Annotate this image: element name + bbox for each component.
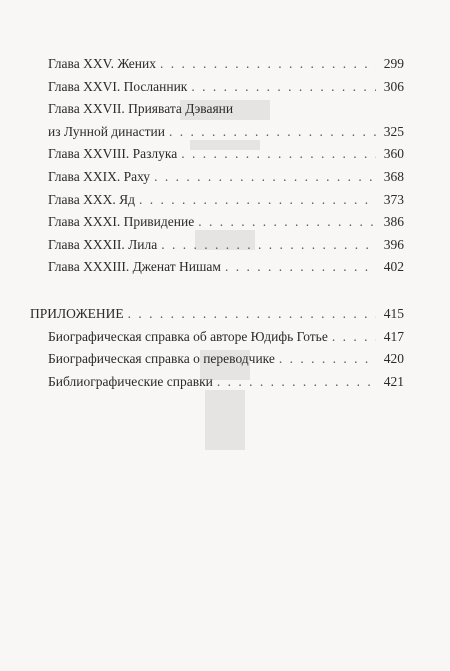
toc-page: 402 bbox=[383, 259, 404, 275]
toc-page: 299 bbox=[383, 56, 404, 71]
toc-page: 420 bbox=[383, 351, 404, 367]
toc-row-ch32 bbox=[30, 234, 404, 257]
toc-row-ch26 bbox=[30, 76, 404, 99]
toc-row-bibliography bbox=[30, 371, 404, 394]
toc-title: Глава XXVIII. Разлука bbox=[48, 146, 178, 162]
toc-title: Глава XXVI. Посланник bbox=[48, 78, 188, 94]
toc-row-appendix bbox=[30, 303, 404, 326]
toc-page: 360 bbox=[383, 146, 404, 162]
dot-leader bbox=[154, 166, 376, 189]
toc-title: Глава XXXII. Лила bbox=[48, 236, 158, 252]
toc-row-ch31 bbox=[30, 211, 404, 234]
toc-page: 421 bbox=[383, 373, 404, 389]
toc-title: Глава XXVII. Приявата Дэваяни bbox=[48, 101, 234, 117]
toc-page: 325 bbox=[383, 123, 404, 139]
dot-leader bbox=[160, 53, 376, 76]
dot-leader bbox=[161, 234, 376, 257]
toc-page: 368 bbox=[383, 168, 404, 184]
dot-leader bbox=[332, 326, 376, 349]
dot-leader bbox=[225, 256, 376, 279]
toc-row-ch28 bbox=[30, 143, 404, 166]
toc-title: Биографическая справка об авторе Юдифь Готье bbox=[48, 328, 328, 344]
toc-page: 306 bbox=[383, 78, 404, 94]
toc-page: 415 bbox=[383, 305, 404, 321]
toc-row-ch27-line1 bbox=[30, 98, 404, 121]
toc-row-ch30 bbox=[30, 189, 404, 212]
toc-page: 396 bbox=[383, 236, 404, 252]
dot-leader bbox=[181, 143, 376, 166]
toc-page: 417 bbox=[383, 328, 404, 344]
toc-title: Глава XXV. Жених bbox=[48, 56, 156, 71]
toc-title: из Лунной династии bbox=[48, 123, 165, 139]
toc-row-bio-author bbox=[30, 326, 404, 349]
toc-page: 373 bbox=[383, 191, 404, 207]
toc-title: Глава XXIX. Раху bbox=[48, 168, 151, 184]
dot-leader bbox=[198, 211, 376, 234]
table-of-contents bbox=[30, 53, 404, 393]
toc-title: Глава XXX. Яд bbox=[48, 191, 135, 207]
dot-leader bbox=[191, 76, 376, 99]
toc-title: Библиографические справки bbox=[48, 373, 213, 389]
toc-page: 386 bbox=[383, 214, 404, 230]
toc-row-ch27-line2 bbox=[30, 121, 404, 144]
toc-row-bio-translator bbox=[30, 348, 404, 371]
dot-leader bbox=[169, 121, 376, 144]
dot-leader bbox=[279, 348, 376, 371]
toc-title: Глава XXXIII. Дженат Нишам bbox=[48, 259, 221, 275]
toc-row-ch33 bbox=[30, 256, 404, 279]
dot-leader bbox=[139, 189, 376, 212]
toc-row-ch29 bbox=[30, 166, 404, 189]
toc-title: Биографическая справка о переводчике bbox=[48, 351, 275, 367]
dot-leader bbox=[128, 303, 376, 326]
toc-row-ch25 bbox=[30, 53, 404, 76]
dot-leader bbox=[217, 371, 376, 394]
toc-title: ПРИЛОЖЕНИЕ bbox=[30, 305, 124, 321]
section-gap bbox=[30, 279, 404, 303]
toc-title: Глава XXXI. Привидение bbox=[48, 214, 195, 230]
